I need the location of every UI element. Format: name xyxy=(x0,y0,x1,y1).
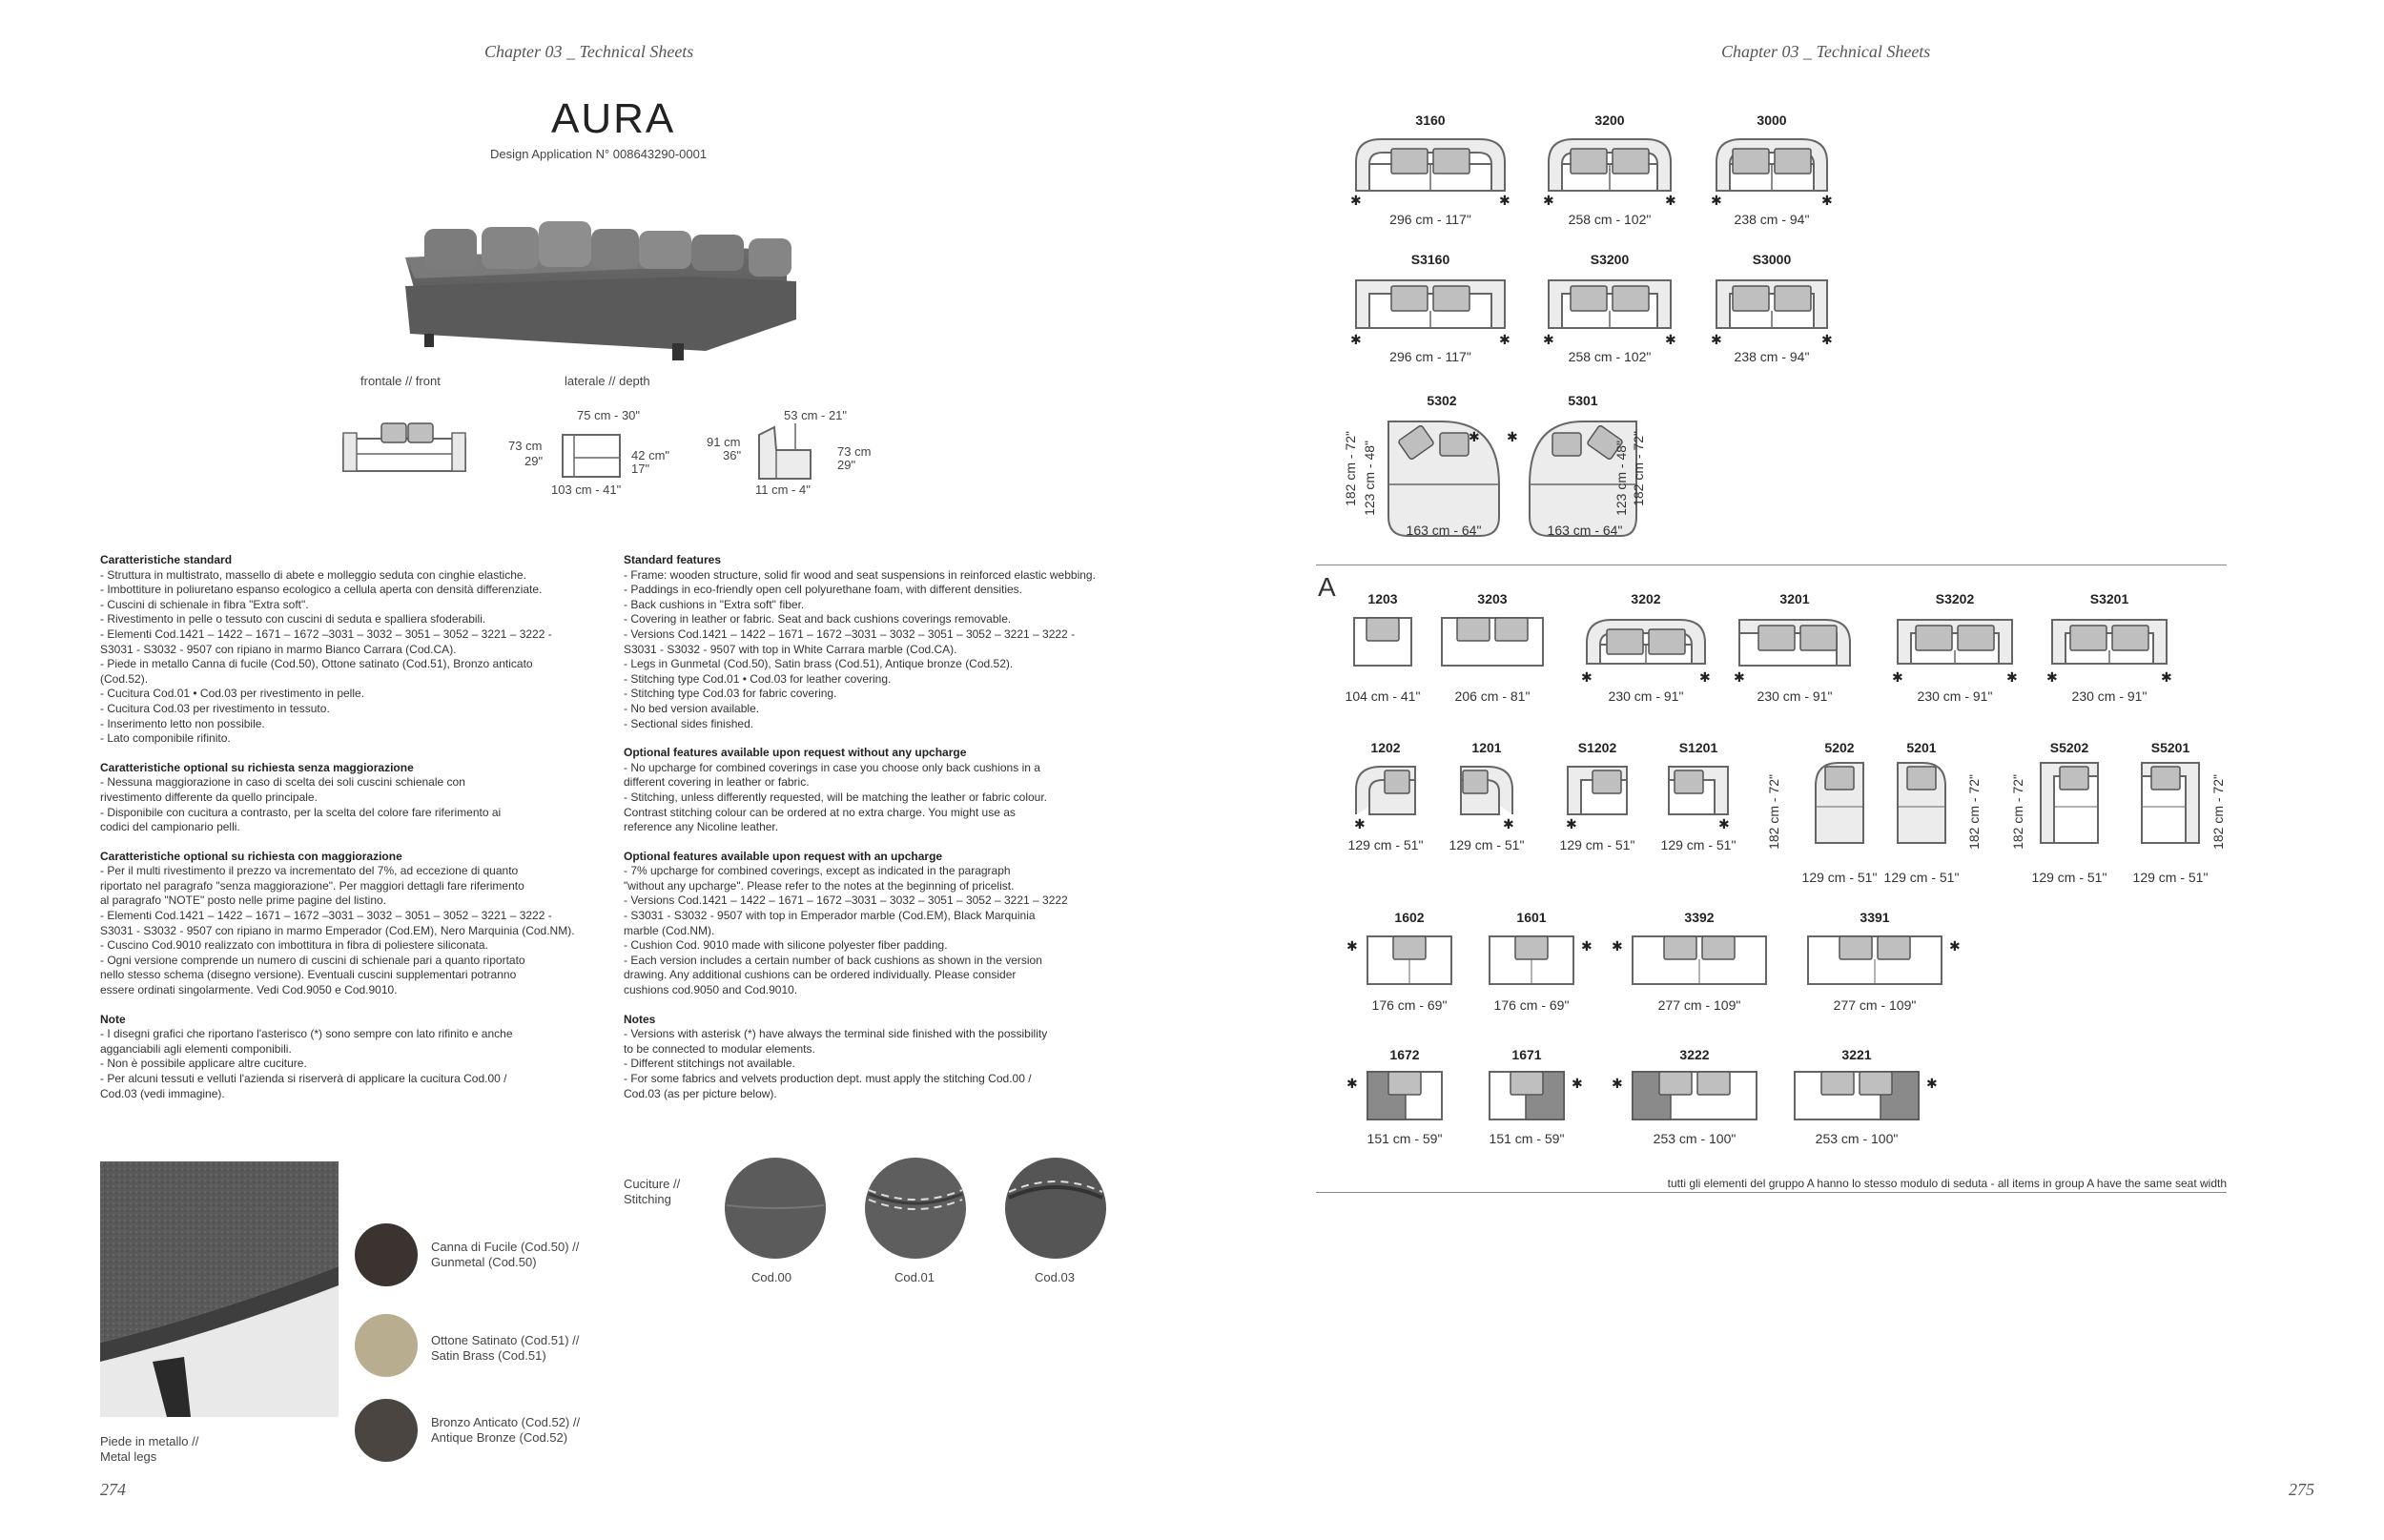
text-line: (Cod.52). xyxy=(100,671,149,686)
antique-bronze-swatch[interactable] xyxy=(355,1399,418,1462)
asterisk-icon: ✱ xyxy=(1892,669,1903,685)
text-line: - Nessuna maggiorazione in caso di scelta dei soli cuscini schienale con xyxy=(100,775,465,790)
sofa-photo xyxy=(386,200,844,362)
module-vdim2-5302: 123 cm - 48" xyxy=(1362,441,1377,516)
it-optional-paid-title: Caratteristiche optional su richiesta con maggiorazione xyxy=(100,849,402,863)
satin-brass-swatch[interactable] xyxy=(355,1314,418,1377)
english-specs xyxy=(624,553,1120,1116)
text-line: - Non è possibile applicare altre cuciture. xyxy=(100,1057,307,1071)
arm-view-drawing xyxy=(753,421,816,483)
asterisk-icon: ✱ xyxy=(1499,193,1511,208)
asterisk-icon: ✱ xyxy=(1711,332,1722,347)
module-3392[interactable] xyxy=(1631,934,1768,988)
text-line: - Struttura in multistrato, massello di abete e molleggio seduta con cinghie elastiche. xyxy=(100,567,526,582)
group-divider-bottom xyxy=(1316,1192,2227,1193)
text-line: - Stitching type Cod.03 for fabric covering. xyxy=(624,687,837,701)
asterisk-icon: ✱ xyxy=(1734,669,1745,685)
dim-arm-seat-in: 29" xyxy=(837,458,856,472)
module-code-5201: 5201 xyxy=(1906,740,1937,755)
asterisk-icon: ✱ xyxy=(1350,332,1362,347)
asterisk-icon: ✱ xyxy=(1612,1076,1623,1091)
module-code-3221: 3221 xyxy=(1841,1047,1872,1062)
text-line: - Ogni versione comprende un numero di cuscini di schienale pari a quanto riportato xyxy=(100,953,525,967)
text-line: - S3031 - S3032 - 9507 with top in Emperador marble (Cod.EM), Black Marquinia xyxy=(624,909,1036,923)
module-1602[interactable] xyxy=(1366,934,1453,988)
module-1201[interactable] xyxy=(1457,763,1516,818)
module-code-3201: 3201 xyxy=(1779,591,1810,606)
text-line: S3031 - S3032 - 9507 with top in White Carrara marble (Cod.CA). xyxy=(624,642,957,656)
module-dim-3202: 230 cm - 91" xyxy=(1608,688,1684,704)
text-line: - For some fabrics and velvets production dept. must apply the stitching Cod.00 / xyxy=(624,1072,1032,1085)
text-line: - Disponibile con cucitura a contrasto, per la scelta del colore fare riferimento ai xyxy=(100,805,502,819)
module-dim-1201: 129 cm - 51" xyxy=(1449,837,1525,852)
text-line: - Inserimento letto non possibile. xyxy=(100,716,265,730)
module-1672[interactable] xyxy=(1366,1070,1444,1123)
module-dim-1601: 176 cm - 69" xyxy=(1493,997,1570,1013)
asterisk-icon: ✱ xyxy=(1499,332,1511,347)
module-code-S3200: S3200 xyxy=(1590,252,1630,267)
dim-depth-bottom: 103 cm - 41" xyxy=(551,483,622,497)
module-dim-S1201: 129 cm - 51" xyxy=(1660,837,1737,852)
text-line: - Covering in leather or fabric. Seat and back cushions coverings removable. xyxy=(624,612,1012,626)
module-code-3222: 3222 xyxy=(1679,1047,1710,1062)
chapter-header-right: Chapter 03 _ Technical Sheets xyxy=(1721,42,1931,61)
group-label: A xyxy=(1318,572,1336,602)
asterisk-icon: ✱ xyxy=(1665,332,1676,347)
module-dim-1203: 104 cm - 41" xyxy=(1345,688,1421,704)
module-code-5302: 5302 xyxy=(1427,393,1457,408)
module-dim-3392: 277 cm - 109" xyxy=(1657,997,1741,1013)
module-vdim-5202: 182 cm - 72" xyxy=(1766,774,1781,850)
module-1601[interactable] xyxy=(1488,934,1575,988)
asterisk-icon: ✱ xyxy=(1572,1076,1583,1091)
asterisk-icon: ✱ xyxy=(1821,193,1833,208)
module-code-1201: 1201 xyxy=(1471,740,1502,755)
text-line: to be connected to modular elements. xyxy=(624,1041,815,1056)
en-notes-lines xyxy=(624,1027,1120,1101)
text-line: Contrast stitching colour can be ordered at no extra charge. You might use as xyxy=(624,805,1016,819)
module-dim-5201: 129 cm - 51" xyxy=(1883,870,1960,885)
asterisk-icon: ✱ xyxy=(1612,938,1623,954)
text-line: - Cushion Cod. 9010 made with silicone polyester fiber padding. xyxy=(624,938,948,953)
module-code-1601: 1601 xyxy=(1516,910,1547,925)
stitching-label: Cuciture // Stitching xyxy=(624,1177,681,1206)
module-dim-1202: 129 cm - 51" xyxy=(1347,837,1424,852)
stitch-cod03-swatch[interactable] xyxy=(1003,1156,1108,1261)
module-code-5202: 5202 xyxy=(1824,740,1855,755)
dim-height-in: 29" xyxy=(524,454,544,468)
module-code-3200: 3200 xyxy=(1594,113,1625,128)
text-line: reference any Nicoline leather. xyxy=(624,820,779,834)
asterisk-icon: ✱ xyxy=(1949,938,1961,954)
module-1671[interactable] xyxy=(1488,1070,1566,1123)
it-optional-paid-lines xyxy=(100,864,596,997)
module-S3160[interactable] xyxy=(1352,277,1509,334)
module-vdim-5201: 182 cm - 72" xyxy=(1966,774,1982,850)
it-notes-title: Note xyxy=(100,1012,126,1026)
module-code-5301: 5301 xyxy=(1568,393,1598,408)
front-view-drawing xyxy=(339,420,469,477)
it-standard-title: Caratteristiche standard xyxy=(100,553,233,566)
asterisk-icon: ✱ xyxy=(1346,938,1358,954)
en-standard-title: Standard features xyxy=(624,553,722,566)
module-dim-5301: 163 cm - 64" xyxy=(1547,523,1623,538)
module-code-3160: 3160 xyxy=(1415,113,1446,128)
it-standard-lines xyxy=(100,568,596,747)
text-line: - Different stitchings not available. xyxy=(624,1057,795,1071)
module-dim-1602: 176 cm - 69" xyxy=(1371,997,1448,1013)
text-line: - Cuscini di schienale in fibra "Extra soft". xyxy=(100,597,309,611)
en-notes-title: Notes xyxy=(624,1012,656,1026)
asterisk-icon: ✱ xyxy=(1469,429,1480,444)
asterisk-icon: ✱ xyxy=(1718,816,1730,832)
asterisk-icon: ✱ xyxy=(1507,429,1518,444)
gunmetal-label: Canna di Fucile (Cod.50) // Gunmetal (Cod.50) xyxy=(431,1240,580,1269)
text-line: S3031 - S3032 - 9507 con ripiano in marmo Bianco Carrara (Cod.CA). xyxy=(100,642,457,656)
asterisk-icon: ✱ xyxy=(1821,332,1833,347)
module-code-1202: 1202 xyxy=(1370,740,1401,755)
metal-leg-photo xyxy=(100,1161,339,1417)
design-application: Design Application N° 008643290-0001 xyxy=(490,147,708,161)
asterisk-icon: ✱ xyxy=(1566,816,1577,832)
it-notes-lines xyxy=(100,1027,596,1101)
module-dim-3200: 258 cm - 102" xyxy=(1568,212,1652,227)
module-vdim-S5202: 182 cm - 72" xyxy=(2010,774,2025,850)
module-3000[interactable] xyxy=(1713,135,1831,196)
dim-arm-top: 53 cm - 21" xyxy=(784,408,848,422)
text-line: "without any upcharge". Please refer to the notes at the beginning of pricelist. xyxy=(624,878,1015,893)
module-S5202[interactable] xyxy=(2037,759,2102,847)
module-S3202[interactable] xyxy=(1894,616,2016,671)
module-1203[interactable] xyxy=(1352,616,1413,671)
text-line: - No bed version available. xyxy=(624,701,760,715)
text-line: - Imbottiture in poliuretano espanso ecologico a cellula aperta con densità differenziate. xyxy=(100,583,543,597)
dim-arm-height-cm: 91 cm xyxy=(707,435,741,449)
module-dim-3222: 253 cm - 100" xyxy=(1653,1131,1737,1146)
en-standard-lines xyxy=(624,568,1120,732)
module-dim-S3000: 238 cm - 94" xyxy=(1734,349,1810,364)
module-vdim-5302: 182 cm - 72" xyxy=(1343,431,1358,506)
asterisk-icon: ✱ xyxy=(1926,1076,1938,1091)
asterisk-icon: ✱ xyxy=(1665,193,1676,208)
page-number-left: 274 xyxy=(100,1480,126,1499)
text-line: - I disegni grafici che riportano l'asterisco (*) sono sempre con lato rifinito e anche xyxy=(100,1027,513,1041)
text-line: - Stitching, unless differently requested, will be matching the leather or fabric colour. xyxy=(624,790,1048,804)
text-line: - Lato componibile rifinito. xyxy=(100,731,231,746)
asterisk-icon: ✱ xyxy=(1711,193,1722,208)
text-line: - Frame: wooden structure, solid fir wood and seat suspensions in reinforced elastic webbing. xyxy=(624,567,1096,582)
module-3201[interactable] xyxy=(1736,616,1854,671)
text-line: codici del campionario pelli. xyxy=(100,820,240,834)
asterisk-icon: ✱ xyxy=(2161,669,2172,685)
asterisk-icon: ✱ xyxy=(1346,1076,1358,1091)
module-S1201[interactable] xyxy=(1665,763,1732,818)
module-dim-5302: 163 cm - 64" xyxy=(1406,523,1482,538)
it-optional-free-lines xyxy=(100,775,596,834)
module-3202[interactable] xyxy=(1583,616,1709,671)
text-line: - Each version includes a certain number of back cushions as shown in the version xyxy=(624,953,1042,967)
module-dim-S3201: 230 cm - 91" xyxy=(2071,688,2148,704)
module-3222[interactable] xyxy=(1631,1070,1758,1123)
module-dim-S3200: 258 cm - 102" xyxy=(1568,349,1652,364)
dim-leg: 11 cm - 4" xyxy=(755,483,811,497)
module-code-3392: 3392 xyxy=(1684,910,1715,925)
asterisk-icon: ✱ xyxy=(2006,669,2018,685)
text-line: marble (Cod.NM). xyxy=(624,923,715,937)
module-code-3000: 3000 xyxy=(1757,113,1787,128)
text-line: nello stesso schema (disegno versione). Eventuali cuscini supplementari potranno xyxy=(100,968,517,982)
text-line: - Piede in metallo Canna di fucile (Cod.50), Ottone satinato (Cod.51), Bronzo anticato xyxy=(100,657,533,671)
text-line: Cod.03 (as per picture below). xyxy=(624,1086,777,1100)
it-optional-free-title: Caratteristiche optional su richiesta senza maggiorazione xyxy=(100,760,414,774)
module-code-S3201: S3201 xyxy=(2089,591,2129,606)
text-line: essere ordinati singolarmente. Vedi Cod.9050 e Cod.9010. xyxy=(100,983,398,997)
text-line: - Per il multi rivestimento il prezzo va incrementato del 7%, ad eccezione di quanto xyxy=(100,864,519,878)
module-code-S1201: S1201 xyxy=(1678,740,1718,755)
text-line: Cod.03 (vedi immagine). xyxy=(100,1086,225,1100)
text-line: - Stitching type Cod.01 • Cod.03 for leather covering. xyxy=(624,671,892,686)
module-dim-1672: 151 cm - 59" xyxy=(1367,1131,1443,1146)
text-line: - Rivestimento in pelle o tessuto con cuscini di seduta e spalliera sfoderabili. xyxy=(100,612,486,626)
stitch-cod00-label: Cod.00 xyxy=(751,1270,791,1284)
module-3160[interactable] xyxy=(1352,135,1509,196)
module-code-S3160: S3160 xyxy=(1410,252,1450,267)
antique-bronze-label: Bronzo Anticato (Cod.52) // Antique Bronze (Cod.52) xyxy=(431,1415,581,1445)
dim-depth-top: 75 cm - 30" xyxy=(577,408,641,422)
text-line: - Versions Cod.1421 – 1422 – 1671 – 1672 –3031 – 3032 – 3051 – 3052 – 3221 – 3222 xyxy=(624,893,1068,908)
text-line: - Per alcuni tessuti e velluti l'azienda si riserverà di applicare la cucitura Cod.00 / xyxy=(100,1072,507,1085)
module-dim-S5202: 129 cm - 51" xyxy=(2031,870,2107,885)
en-optional-paid-lines xyxy=(624,864,1120,997)
module-dim-1671: 151 cm - 59" xyxy=(1489,1131,1565,1146)
module-dim-S3202: 230 cm - 91" xyxy=(1917,688,1993,704)
dim-arm-seat-cm: 73 cm xyxy=(837,444,872,459)
view-front-label: frontale // front xyxy=(360,374,441,388)
module-5202[interactable] xyxy=(1812,759,1867,847)
group-footnote: tutti gli elementi del gruppo A hanno lo stesso modulo di seduta - all items in group A have the same seat width xyxy=(1667,1177,2227,1190)
module-5201[interactable] xyxy=(1894,759,1949,847)
module-3391[interactable] xyxy=(1806,934,1943,988)
legs-caption: Piede in metallo // Metal legs xyxy=(100,1434,199,1464)
module-dim-3221: 253 cm - 100" xyxy=(1815,1131,1899,1146)
module-3200[interactable] xyxy=(1545,135,1675,196)
en-optional-paid-title: Optional features available upon request with an upcharge xyxy=(624,849,943,863)
side-view-drawing xyxy=(561,431,622,481)
chapter-header-left: Chapter 03 _ Technical Sheets xyxy=(484,42,694,61)
gunmetal-swatch[interactable] xyxy=(355,1223,418,1286)
module-vdim-5301: 182 cm - 72" xyxy=(1631,431,1646,506)
asterisk-icon: ✱ xyxy=(1581,938,1593,954)
module-dim-3160: 296 cm - 117" xyxy=(1389,212,1471,227)
text-line: riportato nel paragrafo "senza maggiorazione". Per maggiori dettagli fare riferimento xyxy=(100,878,524,893)
text-line: - Elementi Cod.1421 – 1422 – 1671 – 1672 –3031 – 3032 – 3051 – 3052 – 3221 – 3222 - xyxy=(100,626,552,641)
module-3203[interactable] xyxy=(1440,616,1545,671)
view-depth-label: laterale // depth xyxy=(565,374,650,388)
text-line: - 7% upcharge for combined coverings, except as indicated in the paragraph xyxy=(624,864,1011,878)
module-code-S3202: S3202 xyxy=(1935,591,1975,606)
stitch-cod01-swatch[interactable] xyxy=(863,1156,968,1261)
module-S5201[interactable] xyxy=(2138,759,2203,847)
text-line: - Paddings in eco-friendly open cell polyurethane foam, with different densities. xyxy=(624,583,1023,597)
en-optional-free-lines xyxy=(624,761,1120,835)
text-line: - Legs in Gunmetal (Cod.50), Satin brass (Cod.51), Antique bronze (Cod.52). xyxy=(624,657,1014,671)
stitch-cod01-label: Cod.01 xyxy=(894,1270,935,1284)
module-code-1203: 1203 xyxy=(1367,591,1398,606)
text-line: agganciabili agli elementi componibili. xyxy=(100,1041,292,1056)
module-S3200[interactable] xyxy=(1545,277,1675,334)
text-line: - Cucitura Cod.01 • Cod.03 per rivestimento in pelle. xyxy=(100,687,365,701)
text-line: different covering in leather or fabric. xyxy=(624,775,810,790)
module-S3201[interactable] xyxy=(2048,616,2170,671)
product-title: AURA xyxy=(551,95,676,142)
module-code-3391: 3391 xyxy=(1860,910,1890,925)
text-line: - Versions with asterisk (*) have always the terminal side finished with the possibility xyxy=(624,1027,1048,1041)
text-line: - Cuscino Cod.9010 realizzato con imbottitura in fibra di poliestere siliconata. xyxy=(100,938,488,953)
module-5302[interactable] xyxy=(1385,418,1503,540)
text-line: S3031 - S3032 - 9507 con ripiano in marmo Emperador (Cod.EM), Nero Marquinia (Cod.NM). xyxy=(100,923,575,937)
module-code-1602: 1602 xyxy=(1394,910,1425,925)
text-line: - Sectional sides finished. xyxy=(624,716,754,730)
module-dim-5202: 129 cm - 51" xyxy=(1801,870,1878,885)
asterisk-icon: ✱ xyxy=(1350,193,1362,208)
module-dim-S1202: 129 cm - 51" xyxy=(1559,837,1635,852)
text-line: - Versions Cod.1421 – 1422 – 1671 – 1672 –3031 – 3032 – 3051 – 3052 – 3221 – 3222 - xyxy=(624,626,1076,641)
dim-seat-cm: 42 cm" xyxy=(631,448,670,462)
module-dim-3201: 230 cm - 91" xyxy=(1757,688,1833,704)
asterisk-icon: ✱ xyxy=(1543,332,1554,347)
text-line: rivestimento differente da quello principale. xyxy=(100,790,318,804)
page-number-right: 275 xyxy=(2289,1480,2314,1499)
asterisk-icon: ✱ xyxy=(1503,816,1514,832)
module-code-S1202: S1202 xyxy=(1577,740,1617,755)
text-line: - Back cushions in "Extra soft" fiber. xyxy=(624,597,805,611)
module-code-1671: 1671 xyxy=(1511,1047,1542,1062)
en-optional-free-title: Optional features available upon request without any upcharge xyxy=(624,746,967,760)
asterisk-icon: ✱ xyxy=(1581,669,1593,685)
module-S1202[interactable] xyxy=(1564,763,1631,818)
text-line: drawing. Any additional cushions can be ordered individually. Please consider xyxy=(624,968,1017,982)
module-code-S3000: S3000 xyxy=(1752,252,1792,267)
dim-seat-in: 17" xyxy=(631,462,650,476)
module-vdim-S5201: 182 cm - 72" xyxy=(2210,774,2226,850)
module-S3000[interactable] xyxy=(1713,277,1831,334)
text-line: - Elementi Cod.1421 – 1422 – 1671 – 1672 –3031 – 3032 – 3051 – 3052 – 3221 – 3222 - xyxy=(100,909,552,923)
asterisk-icon: ✱ xyxy=(2046,669,2058,685)
module-code-3203: 3203 xyxy=(1477,591,1508,606)
stitch-cod00-swatch[interactable] xyxy=(723,1156,828,1261)
stitch-cod03-label: Cod.03 xyxy=(1035,1270,1075,1284)
module-code-1672: 1672 xyxy=(1389,1047,1420,1062)
asterisk-icon: ✱ xyxy=(1699,669,1711,685)
dim-height-cm: 73 cm xyxy=(508,439,543,453)
italian-specs xyxy=(100,553,596,1116)
text-line: - No upcharge for combined coverings in case you choose only back cushions in a xyxy=(624,760,1040,774)
module-dim-3000: 238 cm - 94" xyxy=(1734,212,1810,227)
module-3221[interactable] xyxy=(1793,1070,1921,1123)
asterisk-icon: ✱ xyxy=(1354,816,1366,832)
module-dim-3203: 206 cm - 81" xyxy=(1454,688,1531,704)
text-line: cushions cod.9050 and Cod.9010. xyxy=(624,983,798,997)
module-code-3202: 3202 xyxy=(1631,591,1661,606)
module-code-S5201: S5201 xyxy=(2150,740,2190,755)
module-dim-S5201: 129 cm - 51" xyxy=(2132,870,2209,885)
module-code-S5202: S5202 xyxy=(2049,740,2089,755)
module-dim-S3160: 296 cm - 117" xyxy=(1389,349,1471,364)
dim-arm-height-in: 36" xyxy=(723,448,742,462)
module-vdim2-5301: 123 cm - 48" xyxy=(1613,441,1629,516)
text-line: - Cucitura Cod.03 per rivestimento in tessuto. xyxy=(100,701,330,715)
satin-brass-label: Ottone Satinato (Cod.51) // Satin Brass (Cod.51) xyxy=(431,1333,580,1363)
text-line: al paragrafo "NOTE" posto nelle prime pagine del listino. xyxy=(100,893,387,908)
module-dim-3391: 277 cm - 109" xyxy=(1833,997,1917,1013)
module-1202[interactable] xyxy=(1352,763,1419,818)
asterisk-icon: ✱ xyxy=(1543,193,1554,208)
